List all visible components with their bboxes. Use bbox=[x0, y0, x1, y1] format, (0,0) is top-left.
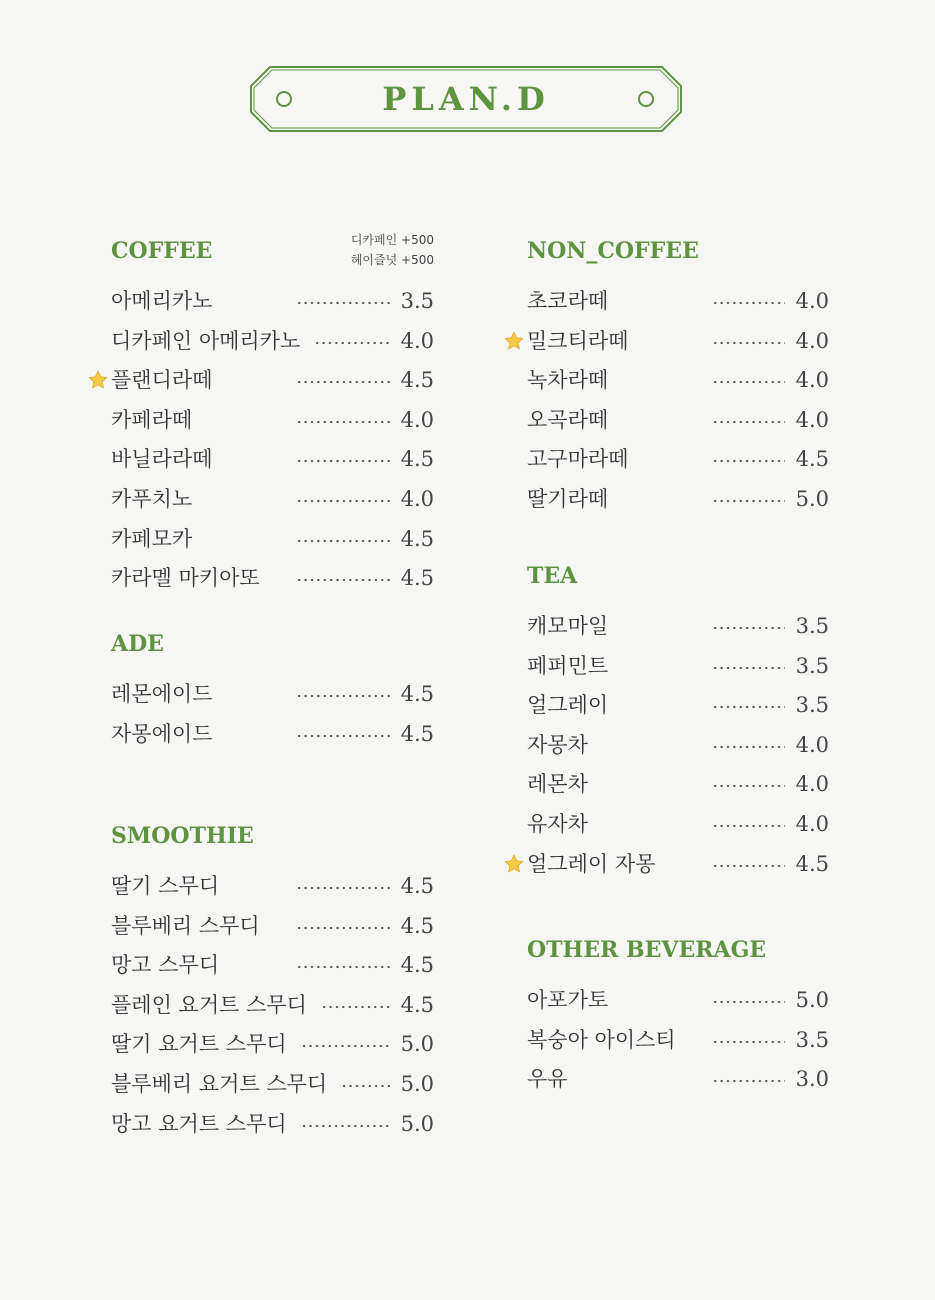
menu-item bbox=[527, 651, 829, 681]
menu-item-name: 레몬에이드 bbox=[111, 682, 213, 706]
menu-item-name: 카라멜 마키아또 bbox=[111, 566, 260, 591]
menu-item-price: 4.0 bbox=[400, 407, 434, 432]
menu-item-price: 5.0 bbox=[400, 1072, 434, 1096]
menu-item-price: 4.0 bbox=[400, 328, 434, 353]
dot-leader bbox=[712, 823, 785, 829]
section-heading: NON_COFFEE bbox=[527, 238, 699, 264]
menu-item-price: 4.0 bbox=[795, 407, 829, 432]
surcharge-note: 헤이즐넛 +500 bbox=[350, 253, 434, 267]
menu-item-price: 4.5 bbox=[400, 566, 434, 591]
menu-item-name: 페퍼민트 bbox=[527, 653, 609, 678]
menu-item-name: 복숭아 아이스티 bbox=[527, 1027, 676, 1052]
menu-item-price: 3.0 bbox=[795, 1067, 829, 1092]
menu-item bbox=[111, 405, 434, 435]
menu-item bbox=[111, 990, 434, 1020]
menu-item-name: 얼그레이 자몽 bbox=[527, 851, 656, 876]
menu-item-name: 아메리카노 bbox=[111, 289, 213, 313]
dot-leader bbox=[712, 300, 785, 306]
menu-item-name: 바닐라라떼 bbox=[111, 447, 213, 472]
dot-leader bbox=[296, 925, 390, 931]
menu-item bbox=[527, 690, 829, 720]
dot-leader bbox=[296, 885, 390, 891]
menu-item-price: 5.0 bbox=[795, 988, 829, 1012]
menu-item-name: 녹차라떼 bbox=[527, 368, 609, 393]
dot-leader bbox=[296, 577, 390, 583]
dot-leader bbox=[712, 340, 785, 346]
menu-item bbox=[111, 524, 434, 554]
menu-item-name: 밀크티라떼 bbox=[527, 328, 629, 353]
menu-item-name: 레몬차 bbox=[527, 772, 588, 797]
dot-leader bbox=[712, 783, 785, 789]
dot-leader bbox=[712, 665, 785, 671]
dot-leader bbox=[296, 379, 390, 385]
menu-item-name: 자몽에이드 bbox=[111, 721, 213, 746]
menu-item-name: 플레인 요거트 스무디 bbox=[111, 992, 307, 1017]
menu-item bbox=[527, 769, 829, 799]
menu-item-price: 4.5 bbox=[795, 447, 829, 472]
dot-leader bbox=[712, 498, 785, 504]
menu-item-price: 5.0 bbox=[795, 487, 829, 511]
dot-leader bbox=[712, 999, 785, 1005]
section-heading: OTHER BEVERAGE bbox=[527, 937, 767, 963]
menu-item bbox=[527, 326, 829, 356]
menu-item bbox=[111, 484, 434, 514]
menu-item bbox=[527, 730, 829, 760]
dot-leader bbox=[296, 498, 390, 504]
menu-item-name: 딸기 스무디 bbox=[111, 874, 220, 898]
menu-item-price: 4.0 bbox=[795, 732, 829, 757]
menu-item-price: 4.0 bbox=[795, 772, 829, 797]
menu-item-price: 5.0 bbox=[400, 1111, 434, 1136]
dot-leader bbox=[301, 1123, 390, 1129]
brand-badge bbox=[250, 66, 682, 132]
dot-leader bbox=[296, 964, 390, 970]
menu-item-name: 디카페인 아메리카노 bbox=[111, 328, 301, 353]
menu-item-price: 4.5 bbox=[400, 682, 434, 706]
dot-leader bbox=[712, 1078, 785, 1084]
menu-item-name: 카푸치노 bbox=[111, 487, 193, 511]
dot-leader bbox=[296, 733, 390, 739]
menu-item bbox=[527, 286, 829, 316]
section-heading: COFFEE bbox=[111, 238, 213, 264]
star-icon bbox=[503, 853, 525, 875]
dot-leader bbox=[712, 419, 785, 425]
menu-item bbox=[111, 871, 434, 901]
menu-item bbox=[527, 1025, 829, 1055]
menu-item-price: 4.0 bbox=[795, 368, 829, 393]
dot-leader bbox=[712, 1039, 785, 1045]
menu-item-price: 3.5 bbox=[795, 1027, 829, 1052]
menu-item bbox=[527, 484, 829, 514]
dot-leader bbox=[321, 1004, 390, 1010]
menu-item bbox=[527, 611, 829, 641]
menu-item bbox=[111, 1069, 434, 1099]
brand-title: PLAN.D bbox=[382, 80, 550, 118]
menu-item bbox=[111, 286, 434, 316]
menu-item-price: 4.0 bbox=[400, 487, 434, 511]
menu-item-price: 4.5 bbox=[400, 368, 434, 393]
menu-item-name: 카페모카 bbox=[111, 526, 193, 551]
menu-item-name: 캐모마일 bbox=[527, 614, 609, 638]
menu-item bbox=[111, 679, 434, 709]
menu-item-price: 4.5 bbox=[400, 953, 434, 978]
menu-item-price: 4.5 bbox=[400, 992, 434, 1017]
menu-item-price: 5.0 bbox=[400, 1032, 434, 1057]
dot-leader bbox=[296, 300, 390, 306]
menu-item-name: 카페라떼 bbox=[111, 407, 193, 432]
section-heading: ADE bbox=[111, 631, 164, 657]
section-heading: TEA bbox=[527, 563, 578, 589]
dot-leader bbox=[296, 419, 390, 425]
menu-item bbox=[111, 1029, 434, 1059]
menu-item bbox=[111, 326, 434, 356]
dot-leader bbox=[301, 1043, 390, 1049]
menu-item-name: 유자차 bbox=[527, 812, 588, 836]
dot-leader bbox=[712, 863, 785, 869]
menu-item-price: 4.5 bbox=[400, 874, 434, 898]
dot-leader bbox=[712, 704, 785, 710]
menu-item bbox=[111, 1109, 434, 1139]
menu-item bbox=[527, 849, 829, 879]
menu-item-price: 4.5 bbox=[400, 447, 434, 472]
menu-item bbox=[527, 365, 829, 395]
menu-item-price: 3.5 bbox=[795, 614, 829, 638]
menu-item-name: 플랜디라떼 bbox=[111, 368, 213, 393]
menu-item-name: 고구마라떼 bbox=[527, 447, 629, 472]
menu-item bbox=[111, 444, 434, 474]
menu-item-name: 딸기 요거트 스무디 bbox=[111, 1032, 287, 1057]
menu-item bbox=[527, 405, 829, 435]
menu-item-name: 우유 bbox=[527, 1067, 568, 1092]
menu-item-name: 아포가토 bbox=[527, 988, 609, 1012]
menu-item-name: 블루베리 요거트 스무디 bbox=[111, 1072, 328, 1096]
dot-leader bbox=[341, 1083, 390, 1089]
dot-leader bbox=[314, 340, 390, 346]
menu-item bbox=[111, 563, 434, 593]
menu-item bbox=[527, 1064, 829, 1094]
menu-item bbox=[111, 950, 434, 980]
dot-leader bbox=[296, 458, 390, 464]
menu-item bbox=[111, 365, 434, 395]
menu-item bbox=[527, 809, 829, 839]
menu-item bbox=[527, 444, 829, 474]
menu-item-price: 3.5 bbox=[400, 289, 434, 313]
menu-item bbox=[111, 911, 434, 941]
menu-item-price: 4.5 bbox=[795, 851, 829, 876]
menu-item-price: 3.5 bbox=[795, 653, 829, 678]
menu-item-name: 망고 스무디 bbox=[111, 953, 220, 978]
menu-item-name: 오곡라떼 bbox=[527, 407, 609, 432]
menu-item bbox=[111, 719, 434, 749]
dot-leader bbox=[296, 538, 390, 544]
dot-leader bbox=[712, 379, 785, 385]
star-icon bbox=[87, 369, 109, 391]
menu-item-price: 4.0 bbox=[795, 812, 829, 836]
dot-leader bbox=[712, 625, 785, 631]
menu-item bbox=[527, 985, 829, 1015]
dot-leader bbox=[296, 693, 390, 699]
menu-item-price: 4.5 bbox=[400, 913, 434, 938]
menu-item-name: 딸기라떼 bbox=[527, 487, 609, 511]
menu-item-name: 망고 요거트 스무디 bbox=[111, 1111, 287, 1136]
menu-item-price: 4.5 bbox=[400, 526, 434, 551]
menu-item-name: 블루베리 스무디 bbox=[111, 913, 260, 938]
menu-item-price: 3.5 bbox=[795, 693, 829, 718]
dot-leader bbox=[712, 744, 785, 750]
menu-item-price: 4.0 bbox=[795, 328, 829, 353]
surcharge-note: 디카페인 +500 bbox=[350, 233, 434, 247]
dot-leader bbox=[712, 458, 785, 464]
section-heading: SMOOTHIE bbox=[111, 823, 254, 849]
surcharge-notes bbox=[294, 230, 434, 270]
menu-item-name: 자몽차 bbox=[527, 732, 588, 757]
menu-item-name: 얼그레이 bbox=[527, 693, 609, 718]
menu-item-name: 초코라떼 bbox=[527, 289, 609, 313]
star-icon bbox=[503, 330, 525, 352]
menu-item-price: 4.0 bbox=[795, 289, 829, 313]
menu-item-price: 4.5 bbox=[400, 721, 434, 746]
